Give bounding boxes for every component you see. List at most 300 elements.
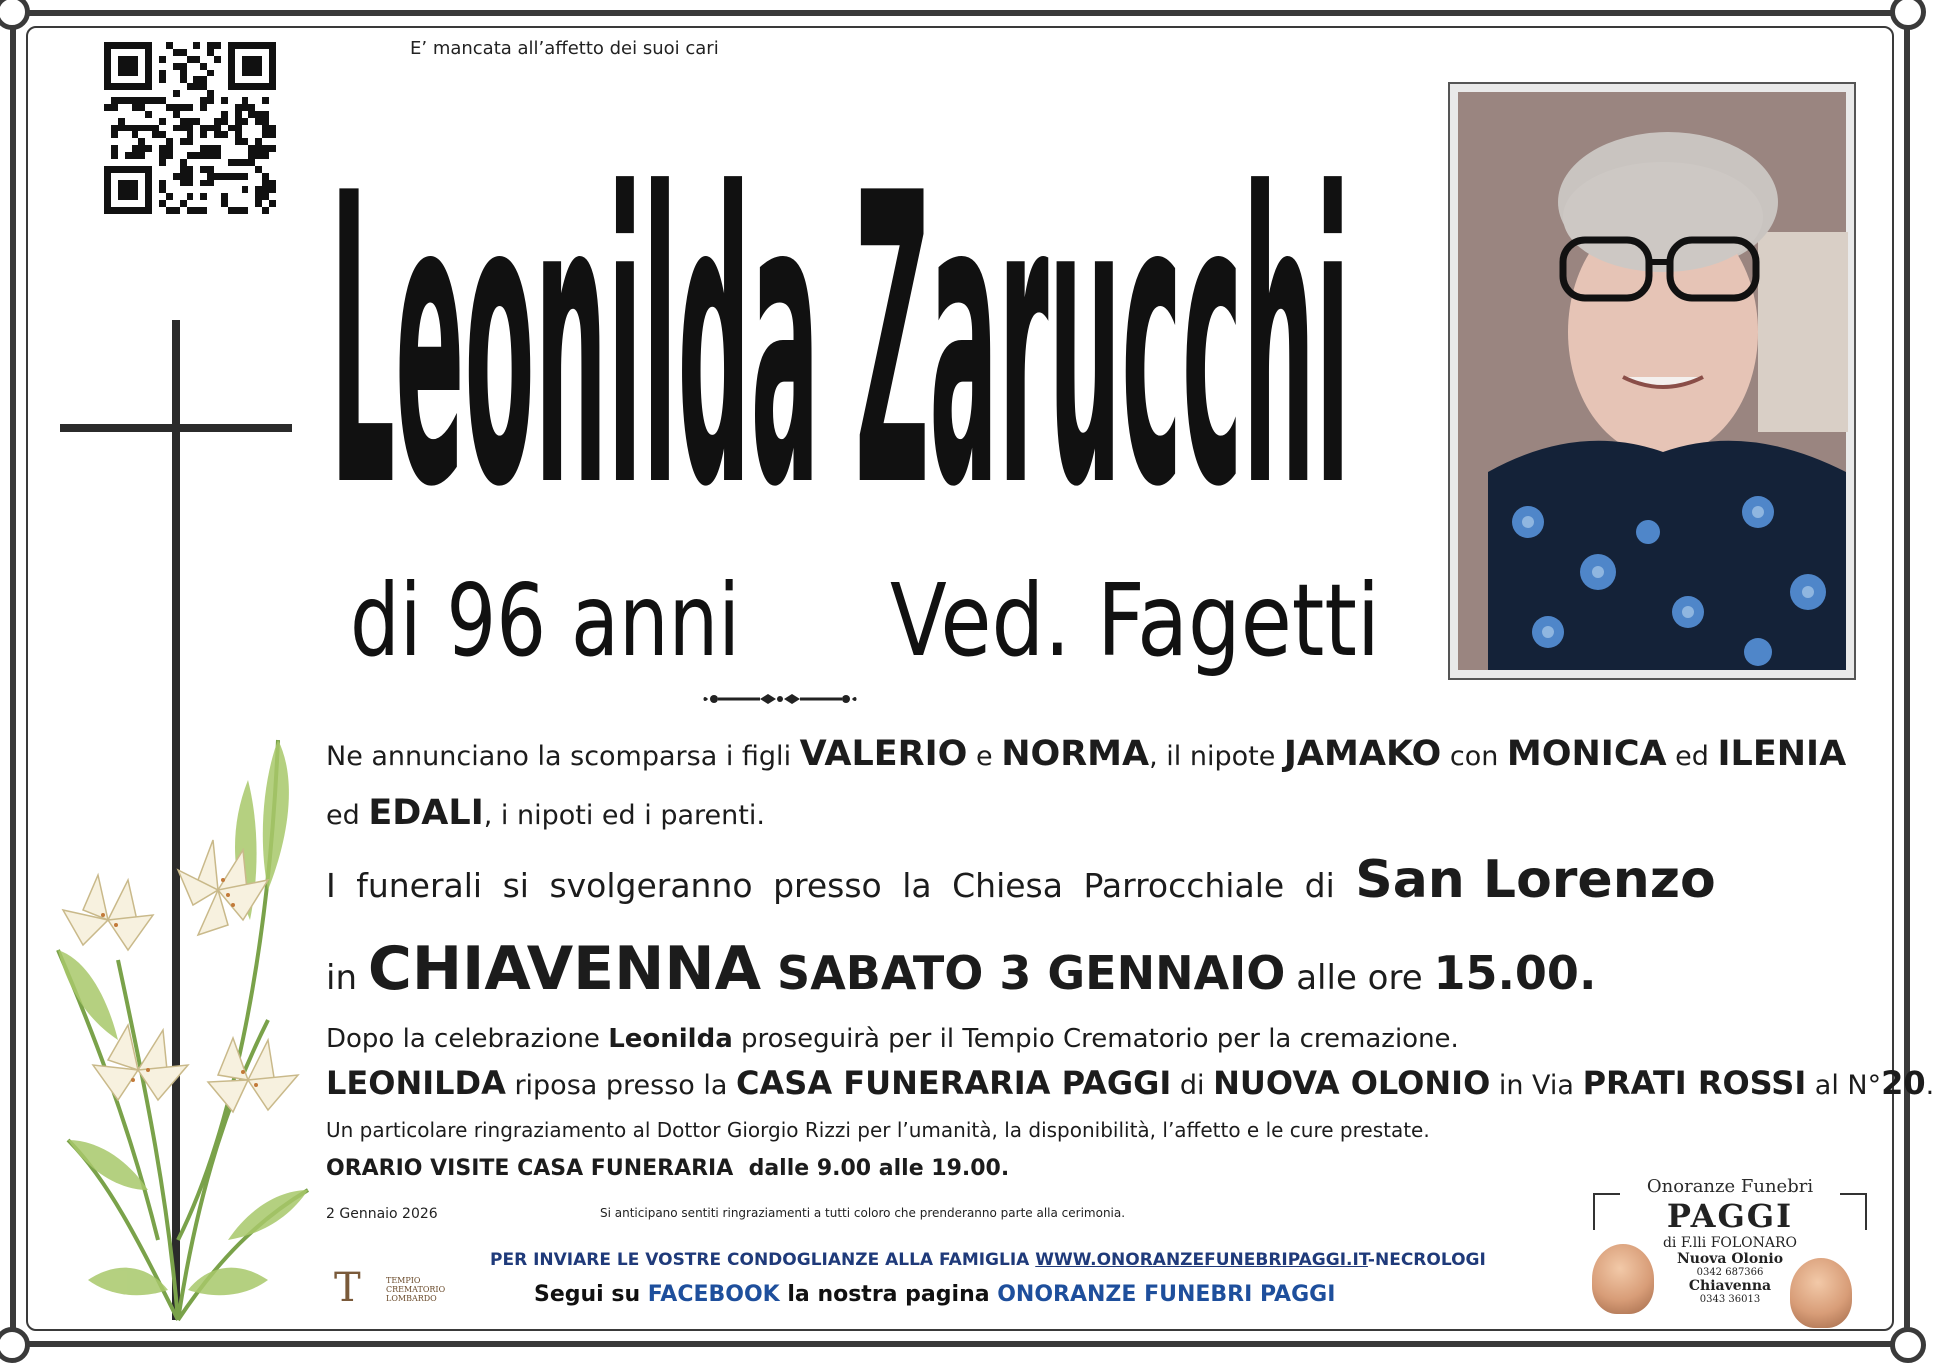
qr-module	[111, 49, 118, 56]
qr-module	[262, 200, 269, 207]
qr-module	[159, 131, 166, 138]
qr-module	[159, 111, 166, 118]
qr-module	[138, 186, 145, 193]
qr-module	[200, 42, 207, 49]
relative-name: MONICA	[1506, 734, 1667, 774]
qr-module	[132, 173, 139, 180]
qr-module	[207, 159, 214, 166]
qr-module	[193, 193, 200, 200]
qr-module	[159, 90, 166, 97]
qr-module	[104, 42, 111, 49]
qr-module	[221, 145, 228, 152]
qr-module	[200, 193, 207, 200]
qr-module	[200, 145, 207, 152]
qr-module	[269, 138, 276, 145]
qr-module	[166, 97, 173, 104]
thanks-note: Si anticipano sentiti ringraziamenti a tutti coloro che prenderanno parte alla cerimonia.	[600, 1206, 1126, 1220]
qr-module	[152, 173, 159, 180]
qr-module	[187, 180, 194, 187]
qr-module	[132, 180, 139, 187]
qr-module	[200, 131, 207, 138]
qr-module	[187, 49, 194, 56]
qr-module	[111, 186, 118, 193]
qr-module	[207, 125, 214, 132]
qr-module	[228, 138, 235, 145]
qr-module	[125, 42, 132, 49]
qr-module	[159, 63, 166, 70]
qr-module	[111, 70, 118, 77]
qr-module	[152, 97, 159, 104]
qr-module	[193, 207, 200, 214]
corner-ornament-bottom-right	[1890, 1327, 1926, 1363]
qr-module	[159, 166, 166, 173]
qr-module	[125, 104, 132, 111]
qr-module	[159, 138, 166, 145]
qr-module	[193, 186, 200, 193]
qr-module	[159, 104, 166, 111]
qr-module	[180, 145, 187, 152]
qr-module	[138, 70, 145, 77]
tempio-logo-text: TEMPIO CREMATORIO LOMBARDO	[386, 1276, 446, 1303]
qr-module	[235, 159, 242, 166]
qr-module	[145, 125, 152, 132]
qr-module	[235, 131, 242, 138]
qr-module	[214, 56, 221, 63]
qr-module	[152, 200, 159, 207]
qr-module	[111, 207, 118, 214]
qr-module	[173, 104, 180, 111]
qr-module	[262, 90, 269, 97]
relative-name: ILENIA	[1717, 734, 1847, 774]
text-run: , il nipote	[1149, 741, 1284, 772]
qr-module	[214, 111, 221, 118]
qr-module	[242, 90, 249, 97]
qr-module	[200, 159, 207, 166]
qr-module	[152, 70, 159, 77]
qr-module	[269, 152, 276, 159]
qr-module	[180, 180, 187, 187]
qr-module	[152, 138, 159, 145]
qr-module	[228, 118, 235, 125]
qr-module	[214, 173, 221, 180]
qr-module	[221, 200, 228, 207]
qr-module	[159, 76, 166, 83]
qr-module	[214, 76, 221, 83]
qr-module	[242, 193, 249, 200]
qr-module	[221, 97, 228, 104]
qr-module	[187, 63, 194, 70]
qr-module	[118, 49, 125, 56]
qr-module	[235, 104, 242, 111]
qr-module	[159, 97, 166, 104]
qr-module	[145, 186, 152, 193]
qr-module	[235, 90, 242, 97]
text-run: , i nipoti ed i parenti.	[483, 800, 765, 831]
qr-module	[138, 166, 145, 173]
qr-module	[132, 76, 139, 83]
qr-module	[118, 207, 125, 214]
qr-module	[262, 104, 269, 111]
website-link[interactable]: WWW.ONORANZEFUNEBRIPAGGI.IT	[1035, 1250, 1368, 1270]
qr-module	[269, 56, 276, 63]
qr-module	[138, 193, 145, 200]
qr-module	[262, 118, 269, 125]
qr-module	[214, 97, 221, 104]
age-text: di 96 anni	[350, 562, 740, 680]
qr-module	[269, 97, 276, 104]
qr-module	[173, 111, 180, 118]
qr-module	[193, 159, 200, 166]
cherub-icon	[1790, 1258, 1852, 1328]
qr-module	[207, 104, 214, 111]
qr-module	[138, 138, 145, 145]
qr-module	[104, 97, 111, 104]
qr-module	[132, 166, 139, 173]
qr-module	[255, 131, 262, 138]
qr-module	[255, 180, 262, 187]
qr-module	[173, 193, 180, 200]
qr-module	[111, 173, 118, 180]
qr-module	[132, 111, 139, 118]
qr-module	[104, 76, 111, 83]
qr-module	[248, 200, 255, 207]
qr-module	[104, 200, 111, 207]
qr-module	[159, 56, 166, 63]
portrait-photo	[1458, 92, 1846, 670]
qr-module	[152, 159, 159, 166]
qr-module	[145, 63, 152, 70]
qr-module	[111, 63, 118, 70]
qr-module	[104, 159, 111, 166]
qr-module	[207, 76, 214, 83]
qr-module	[248, 125, 255, 132]
qr-module	[145, 138, 152, 145]
qr-module	[173, 83, 180, 90]
qr-module	[138, 90, 145, 97]
qr-module	[242, 104, 249, 111]
deceased-name-text: Leonilda Zarucchi	[330, 110, 1351, 576]
qr-module	[255, 207, 262, 214]
qr-module	[111, 97, 118, 104]
qr-module	[125, 138, 132, 145]
qr-module	[152, 63, 159, 70]
qr-module	[138, 76, 145, 83]
qr-module	[125, 166, 132, 173]
qr-module	[180, 173, 187, 180]
qr-module	[138, 145, 145, 152]
qr-module	[166, 125, 173, 132]
qr-module	[187, 186, 194, 193]
qr-module	[262, 138, 269, 145]
qr-module	[248, 159, 255, 166]
portrait-frame	[1448, 82, 1856, 680]
funeral-date: SABATO 3 GENNAIO	[761, 946, 1286, 1000]
qr-module	[235, 152, 242, 159]
condolences-line	[490, 1250, 1486, 1270]
qr-module	[111, 131, 118, 138]
qr-module	[235, 42, 242, 49]
qr-module	[118, 166, 125, 173]
qr-module	[145, 131, 152, 138]
qr-module	[228, 42, 235, 49]
qr-module	[255, 76, 262, 83]
qr-module	[180, 83, 187, 90]
qr-module	[255, 145, 262, 152]
qr-module	[173, 56, 180, 63]
qr-module	[159, 42, 166, 49]
qr-module	[132, 63, 139, 70]
qr-module	[152, 90, 159, 97]
qr-module	[200, 207, 207, 214]
qr-module	[193, 63, 200, 70]
qr-module	[145, 56, 152, 63]
qr-module	[200, 180, 207, 187]
qr-module	[242, 63, 249, 70]
qr-module	[138, 83, 145, 90]
qr-module	[262, 145, 269, 152]
qr-module	[262, 207, 269, 214]
qr-code-icon[interactable]	[104, 42, 276, 214]
qr-module	[145, 70, 152, 77]
text-run: I funerali si svolgeranno presso la Chiesa Parrocchiale di	[326, 866, 1356, 905]
text-run: alle ore	[1285, 958, 1434, 998]
qr-module	[242, 56, 249, 63]
qr-module	[193, 76, 200, 83]
text-run: al N°	[1806, 1070, 1882, 1101]
qr-module	[207, 173, 214, 180]
qr-module	[269, 200, 276, 207]
qr-module	[132, 125, 139, 132]
qr-module	[269, 111, 276, 118]
qr-module	[242, 49, 249, 56]
qr-module	[132, 56, 139, 63]
qr-module	[132, 152, 139, 159]
qr-module	[180, 97, 187, 104]
qr-module	[269, 49, 276, 56]
qr-module	[187, 200, 194, 207]
follow-line	[534, 1282, 1335, 1307]
qr-module	[221, 159, 228, 166]
qr-module	[228, 90, 235, 97]
qr-module	[207, 200, 214, 207]
funeral-church	[326, 850, 1866, 910]
qr-module	[145, 166, 152, 173]
qr-module	[248, 118, 255, 125]
qr-module	[248, 180, 255, 187]
qr-module	[145, 200, 152, 207]
qr-module	[118, 56, 125, 63]
qr-module	[104, 63, 111, 70]
qr-module	[118, 42, 125, 49]
qr-module	[269, 180, 276, 187]
qr-module	[248, 166, 255, 173]
qr-module	[152, 118, 159, 125]
qr-module	[221, 49, 228, 56]
qr-module	[248, 173, 255, 180]
qr-module	[193, 49, 200, 56]
qr-module	[104, 193, 111, 200]
qr-module	[248, 131, 255, 138]
agency-name: PAGGI	[1666, 1197, 1794, 1235]
qr-module	[214, 193, 221, 200]
qr-module	[269, 83, 276, 90]
qr-module	[207, 166, 214, 173]
qr-module	[221, 42, 228, 49]
qr-module	[193, 97, 200, 104]
qr-module	[207, 145, 214, 152]
qr-module	[200, 200, 207, 207]
qr-module	[152, 104, 159, 111]
qr-module	[104, 90, 111, 97]
ornament-divider-icon	[700, 686, 860, 712]
qr-module	[221, 186, 228, 193]
qr-module	[187, 118, 194, 125]
qr-module	[255, 104, 262, 111]
qr-module	[180, 76, 187, 83]
qr-module	[242, 145, 249, 152]
qr-module	[214, 83, 221, 90]
qr-module	[228, 70, 235, 77]
qr-module	[166, 111, 173, 118]
qr-module	[166, 152, 173, 159]
text-run: Ne annunciano la scomparsa i figli	[326, 741, 800, 772]
qr-module	[248, 152, 255, 159]
qr-module	[159, 186, 166, 193]
qr-module	[125, 131, 132, 138]
qr-module	[207, 111, 214, 118]
qr-module	[262, 83, 269, 90]
qr-module	[118, 125, 125, 132]
agency-location-2: Chiavenna	[1688, 1278, 1772, 1294]
qr-module	[262, 56, 269, 63]
qr-module	[166, 166, 173, 173]
qr-module	[187, 125, 194, 132]
qr-module	[159, 118, 166, 125]
facebook-link[interactable]: FACEBOOK	[647, 1282, 780, 1307]
qr-module	[132, 131, 139, 138]
qr-module	[255, 49, 262, 56]
qr-module	[125, 186, 132, 193]
qr-module	[193, 83, 200, 90]
qr-module	[118, 138, 125, 145]
qr-module	[145, 180, 152, 187]
qr-module	[180, 159, 187, 166]
qr-module	[180, 166, 187, 173]
qr-module	[193, 104, 200, 111]
qr-module	[248, 83, 255, 90]
qr-module	[235, 186, 242, 193]
qr-module	[145, 104, 152, 111]
qr-module	[269, 166, 276, 173]
qr-module	[214, 42, 221, 49]
qr-module	[207, 138, 214, 145]
qr-module	[180, 138, 187, 145]
qr-module	[173, 138, 180, 145]
qr-module	[193, 145, 200, 152]
qr-module	[262, 49, 269, 56]
text-run: Segui su	[534, 1282, 648, 1307]
text-run: di	[1171, 1070, 1214, 1101]
qr-module	[262, 193, 269, 200]
qr-module	[180, 125, 187, 132]
qr-module	[138, 49, 145, 56]
qr-module	[255, 83, 262, 90]
qr-module	[235, 207, 242, 214]
qr-module	[242, 70, 249, 77]
qr-module	[125, 159, 132, 166]
qr-module	[187, 166, 194, 173]
qr-module	[269, 63, 276, 70]
qr-module	[132, 207, 139, 214]
qr-module	[221, 56, 228, 63]
qr-module	[138, 159, 145, 166]
qr-module	[166, 180, 173, 187]
qr-module	[242, 166, 249, 173]
qr-module	[214, 180, 221, 187]
qr-module	[145, 42, 152, 49]
grandchild-name: JAMAKO	[1283, 734, 1442, 774]
qr-module	[125, 63, 132, 70]
qr-module	[118, 83, 125, 90]
qr-module	[228, 56, 235, 63]
qr-module	[200, 49, 207, 56]
qr-module	[138, 118, 145, 125]
qr-module	[228, 193, 235, 200]
qr-module	[145, 76, 152, 83]
qr-module	[269, 42, 276, 49]
qr-module	[262, 111, 269, 118]
qr-module	[214, 145, 221, 152]
qr-module	[255, 173, 262, 180]
qr-module	[187, 145, 194, 152]
deceased-first-name: Leonilda	[608, 1024, 733, 1054]
qr-module	[228, 131, 235, 138]
qr-module	[138, 180, 145, 187]
qr-module	[235, 70, 242, 77]
qr-module	[166, 118, 173, 125]
qr-module	[125, 76, 132, 83]
qr-module	[242, 138, 249, 145]
qr-module	[200, 70, 207, 77]
qr-module	[118, 200, 125, 207]
qr-module	[235, 125, 242, 132]
qr-module	[166, 70, 173, 77]
qr-module	[269, 145, 276, 152]
qr-module	[152, 42, 159, 49]
qr-module	[132, 186, 139, 193]
qr-module	[214, 125, 221, 132]
qr-module	[145, 49, 152, 56]
qr-module	[200, 104, 207, 111]
qr-module	[173, 90, 180, 97]
facebook-page-link[interactable]: ONORANZE FUNEBRI PAGGI	[997, 1282, 1336, 1307]
text-run: proseguirà per il Tempio Crematorio per la cremazione.	[732, 1024, 1459, 1054]
qr-module	[125, 56, 132, 63]
qr-module	[187, 56, 194, 63]
text-run: Dopo la celebrazione	[326, 1024, 609, 1054]
qr-module	[111, 90, 118, 97]
qr-module	[193, 138, 200, 145]
text-run: PER INVIARE LE VOSTRE CONDOGLIANZE ALLA FAMIGLIA	[490, 1250, 1036, 1270]
qr-module	[173, 207, 180, 214]
qr-module	[125, 207, 132, 214]
qr-module	[269, 118, 276, 125]
qr-module	[193, 42, 200, 49]
qr-module	[145, 145, 152, 152]
qr-module	[269, 159, 276, 166]
qr-module	[125, 97, 132, 104]
qr-module	[125, 180, 132, 187]
